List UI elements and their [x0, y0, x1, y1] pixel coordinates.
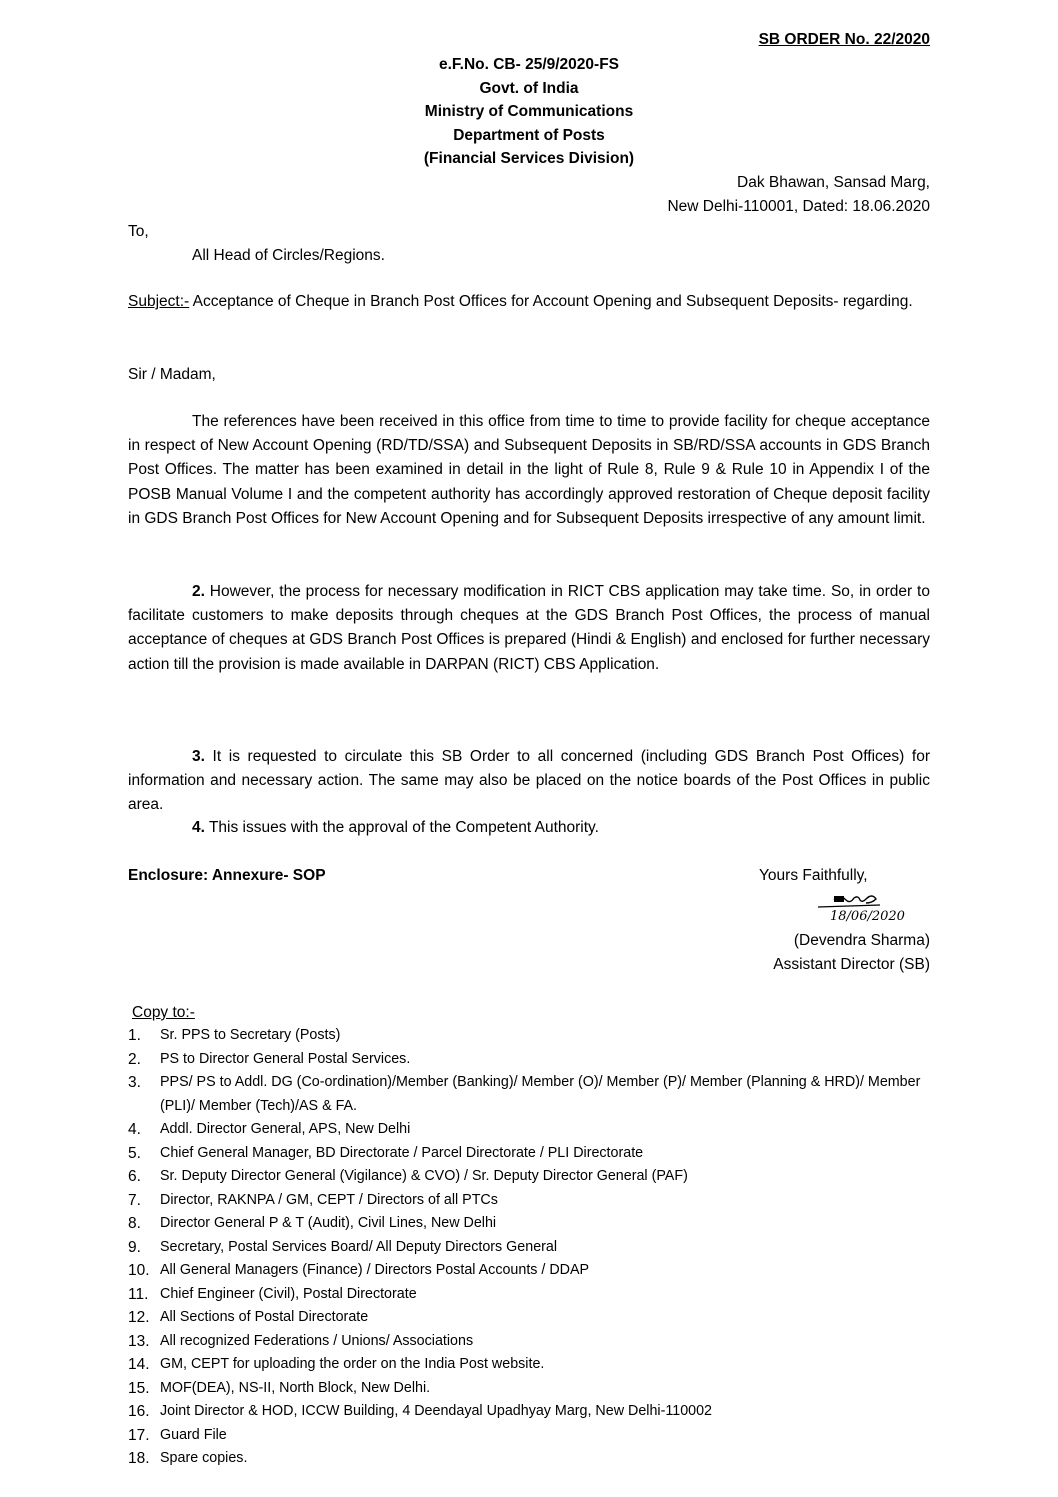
division-line: (Financial Services Division): [423, 150, 635, 167]
copy-item-number: 4.: [128, 1121, 141, 1138]
copy-item-number: 14.: [128, 1356, 150, 1373]
para-text: However, the process for necessary modification in RICT CBS application may take time. So, in order to facilitate customers to make deposits through cheques at the GDS Branch Post Offices, the process of manual acceptance of cheques at GDS Branch Post Offices is prepared (Hindi & English) and enclosed for further necessary action till the provision is made available in DARPAN (RICT) CBS Application.: [128, 583, 930, 673]
subject-text: Acceptance of Cheque in Branch Post Offices for Account Opening and Subsequent Deposits- regarding.: [189, 293, 913, 310]
copy-list: [128, 1024, 930, 1471]
copy-item-number: 3.: [128, 1074, 141, 1091]
order-number: SB ORDER No. 22/2020: [758, 31, 930, 48]
signature-date: 18/06/2020: [830, 909, 905, 924]
copy-list-item: [128, 1400, 930, 1424]
copy-item-text: Secretary, Postal Services Board/ All Deputy Directors General: [160, 1238, 558, 1255]
copy-list-item: [128, 1283, 930, 1307]
copy-item-text: PS to Director General Postal Services.: [160, 1050, 411, 1067]
subject: [128, 290, 930, 314]
para-number: 3.: [192, 748, 205, 765]
paragraph-1: The references have been received in this office from time to time to provide facility for cheque acceptance in respect of New Account Opening (RD/TD/SSA) and Subsequent Deposits in SB/RD/SSA accounts in GDS Branch Post Offices. The matter has been examined in detail in the light of Rule 8, Rule 9 & Rule 10 in Appendix I of the POSB Manual Volume I and the competent authority has accordingly approved restoration of Cheque deposit facility in GDS Branch Post Offices for New Account Opening and for Subsequent Deposits irrespective of any amount limit.: [128, 413, 930, 527]
copy-list-item: [128, 1236, 930, 1260]
ministry-line: Ministry of Communications: [424, 103, 634, 120]
signatory-title: Assistant Director (SB): [773, 956, 930, 973]
copy-item-text: Chief Engineer (Civil), Postal Directorate: [160, 1285, 417, 1302]
copy-item-text: Director, RAKNPA / GM, CEPT / Directors of all PTCs: [160, 1191, 498, 1208]
copy-list-item: [128, 1118, 930, 1142]
copy-list-item: [128, 1142, 930, 1166]
copy-item-text: Sr. PPS to Secretary (Posts): [160, 1027, 341, 1043]
copy-item-number: 13.: [128, 1332, 150, 1350]
copy-item-text: Sr. Deputy Director General (Vigilance) & CVO) / Sr. Deputy Director General (PAF): [160, 1168, 688, 1184]
copy-item-number: 18.: [128, 1450, 150, 1467]
copy-list-item: [128, 1353, 930, 1377]
govt-line: Govt. of India: [479, 79, 579, 97]
copy-item-text: Spare copies.: [160, 1450, 248, 1466]
para-text: It is requested to circulate this SB Order to all concerned (including GDS Branch Post Offices) for information and necessary action. The same may also be placed on the notice boards of the Post Offices in public area.: [128, 748, 930, 814]
salutation: Sir / Madam,: [128, 366, 216, 383]
copy-item-number: 1.: [128, 1027, 141, 1044]
copy-item-text: Joint Director & HOD, ICCW Building, 4 Deendayal Upadhyay Marg, New Delhi-110002: [160, 1403, 712, 1419]
copy-list-item: [128, 1330, 930, 1354]
copy-list-item: [128, 1424, 930, 1448]
copy-item-text: PPS/ PS to Addl. DG (Co-ordination)/Member (Banking)/ Member (O)/ Member (P)/ Member (Planning & HRD)/ Member (PLI)/ Member (Tech)/AS & FA.: [160, 1074, 921, 1114]
sender-address: [667, 171, 930, 219]
department-line: Department of Posts: [453, 126, 605, 144]
copy-item-number: 5.: [128, 1144, 141, 1162]
copy-item-text: All Sections of Postal Directorate: [160, 1309, 369, 1325]
copy-item-number: 12.: [128, 1309, 150, 1326]
copy-item-number: 11.: [128, 1285, 149, 1303]
copy-item-number: 17.: [128, 1426, 150, 1444]
signatory: [773, 929, 930, 977]
closing: Yours Faithfully,: [759, 867, 868, 884]
copy-list-item: [128, 1189, 930, 1213]
copy-item-number: 10.: [128, 1262, 150, 1279]
copy-list-item: [128, 1306, 930, 1330]
enclosure: Enclosure: Annexure- SOP: [128, 867, 326, 884]
para-number: 2.: [192, 583, 205, 600]
paragraph-3: [128, 745, 930, 818]
signature-image: [812, 890, 932, 926]
addressee: All Head of Circles/Regions.: [192, 247, 385, 264]
paragraph-2: [128, 580, 930, 677]
copy-item-number: 6.: [128, 1168, 141, 1185]
copy-list-item: [128, 1377, 930, 1401]
copy-item-text: Chief General Manager, BD Directorate / Parcel Directorate / PLI Directorate: [160, 1144, 644, 1161]
para-number: 4.: [192, 819, 205, 836]
address-line: Dak Bhawan, Sansad Marg,: [737, 174, 930, 191]
copy-item-number: 8.: [128, 1215, 141, 1232]
subject-label: Subject:-: [128, 293, 190, 310]
file-number: e.F.No. CB- 25/9/2020-FS: [438, 56, 620, 73]
copy-list-item: [128, 1048, 930, 1072]
copy-item-text: All General Managers (Finance) / Directors Postal Accounts / DDAP: [160, 1262, 590, 1278]
copy-item-text: GM, CEPT for uploading the order on the India Post website.: [160, 1356, 545, 1372]
address-date-line: New Delhi-110001, Dated: 18.06.2020: [667, 198, 930, 215]
copy-list-item: [128, 1447, 930, 1471]
to-label: To,: [128, 223, 149, 240]
copy-list-item: [128, 1071, 930, 1118]
signatory-name: (Devendra Sharma): [793, 932, 930, 949]
copy-item-text: Director General P & T (Audit), Civil Lines, New Delhi: [160, 1215, 497, 1231]
copy-item-number: 7.: [128, 1191, 141, 1209]
copy-item-number: 9.: [128, 1238, 141, 1256]
copy-item-number: 2.: [128, 1050, 141, 1068]
copy-item-number: 15.: [128, 1379, 150, 1397]
copy-list-item: [128, 1024, 930, 1048]
copy-list-item: [128, 1212, 930, 1236]
para-text: This issues with the approval of the Competent Authority.: [204, 819, 599, 836]
copy-to-label: Copy to:-: [132, 1004, 195, 1021]
copy-item-text: Addl. Director General, APS, New Delhi: [160, 1121, 411, 1137]
letter-header: [0, 53, 1058, 171]
copy-item-number: 16.: [128, 1403, 150, 1420]
copy-item-text: All recognized Federations / Unions/ Associations: [160, 1332, 474, 1349]
copy-list-item: [128, 1165, 930, 1189]
copy-item-text: MOF(DEA), NS-II, North Block, New Delhi.: [160, 1379, 431, 1396]
copy-item-text: Guard File: [160, 1426, 227, 1443]
paragraph-4: [128, 816, 930, 840]
copy-list-item: [128, 1259, 930, 1283]
